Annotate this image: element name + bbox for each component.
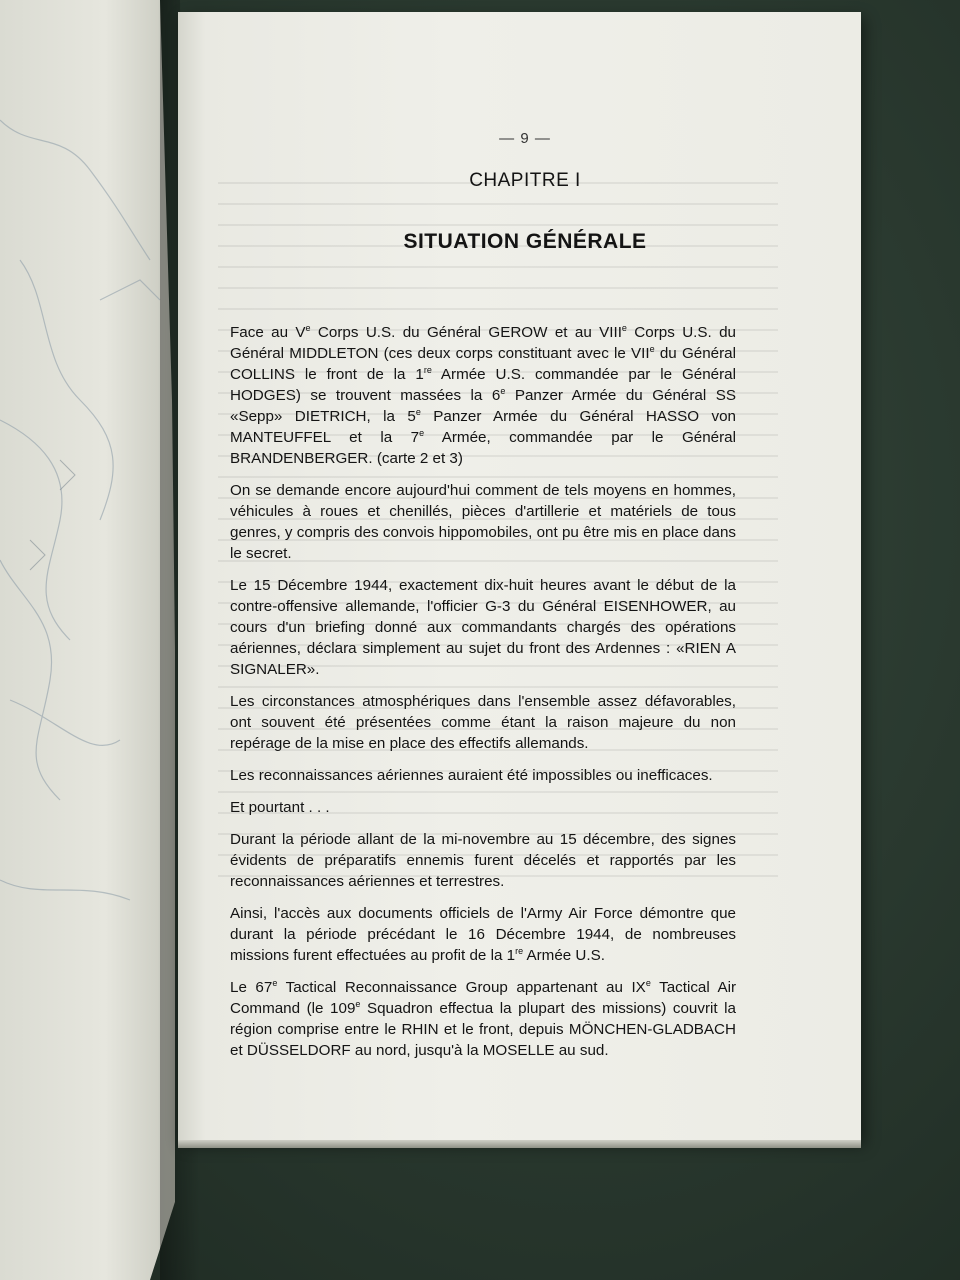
- body-text: [230, 322, 736, 1072]
- chapter-heading: CHAPITRE I: [469, 170, 581, 191]
- superscript: e: [272, 977, 278, 988]
- superscript: e: [649, 343, 655, 354]
- superscript: e: [355, 998, 361, 1009]
- superscript: re: [423, 364, 432, 375]
- paragraph: Le 15 Décembre 1944, exactement dix-huit heures avant le début de la contre-offensive allemande, l'officier G-3 du Général EISENHOWER, au cours d'un briefing donné aux commandants chargés des opérations aériennes, déclara simplement au sujet du front des Ardennes : «RIEN A SIGNALER».: [230, 577, 736, 678]
- page-edge: [178, 1140, 861, 1148]
- superscript: e: [305, 322, 311, 333]
- paragraph: On se demande encore aujourd'hui comment de tels moyens en hommes, véhicules à roues et chenillés, pièces d'artillerie et matériels de tous genres, y compris des convois hippomobiles, ont pu être mis en place dans le secret.: [230, 482, 736, 562]
- paragraph: Et pourtant . . .: [230, 799, 330, 816]
- superscript: e: [621, 322, 627, 333]
- superscript: re: [515, 945, 524, 956]
- paragraph: Les circonstances atmosphériques dans l'ensemble assez défavorables, ont souvent été présentées comme étant la raison majeure du non repérage de la mise en place des effectifs allemands.: [230, 693, 736, 752]
- paragraph: Les reconnaissances aériennes auraient été impossibles ou inefficaces.: [230, 767, 713, 784]
- paragraph: Face au Ve Corps U.S. du Général GEROW et au VIIIe Corps U.S. du Général MIDDLETON (ces deux corps constituant avec le VIIe du Général COLLINS le front de la 1re Armée U.S. commandée par le Général HODGES) se trouvent massées la 6e Panzer Armée du Général SS «Sepp» DIETRICH, la 5e Panzer Armée du Général HASSO von MANTEUFFEL et la 7e Armée, commandée par le Général BRANDENBERGER. (carte 2 et 3): [230, 322, 736, 467]
- page-title: SITUATION GÉNÉRALE: [403, 230, 647, 253]
- superscript: e: [419, 427, 425, 438]
- paragraph: Le 67e Tactical Reconnaissance Group appartenant au IXe Tactical Air Command (le 109e Squadron effectua la plupart des missions) couvrit la région comprise entre le RHIN et le front, depuis MÖNCHEN-GLADBACH et DÜSSELDORF au nord, jusqu'à la MOSELLE au sud.: [230, 977, 737, 1059]
- right-page: [178, 12, 861, 1140]
- faint-map-lines: [0, 0, 180, 1280]
- left-page-map: [0, 0, 175, 1280]
- paragraph: Ainsi, l'accès aux documents officiels de l'Army Air Force démontre que durant la période précédant le 16 Décembre 1944, de nombreuses missions furent effectuées au profit de la 1re Armée U.S.: [230, 905, 736, 964]
- paragraph: Durant la période allant de la mi-novembre au 15 décembre, des signes évidents de préparatifs ennemis furent décelés et rapportés par les reconnaissances aériennes et terrestres.: [230, 831, 736, 890]
- superscript: e: [415, 406, 421, 417]
- page-number: — 9 —: [499, 130, 551, 147]
- superscript: e: [500, 385, 506, 396]
- superscript: e: [645, 977, 651, 988]
